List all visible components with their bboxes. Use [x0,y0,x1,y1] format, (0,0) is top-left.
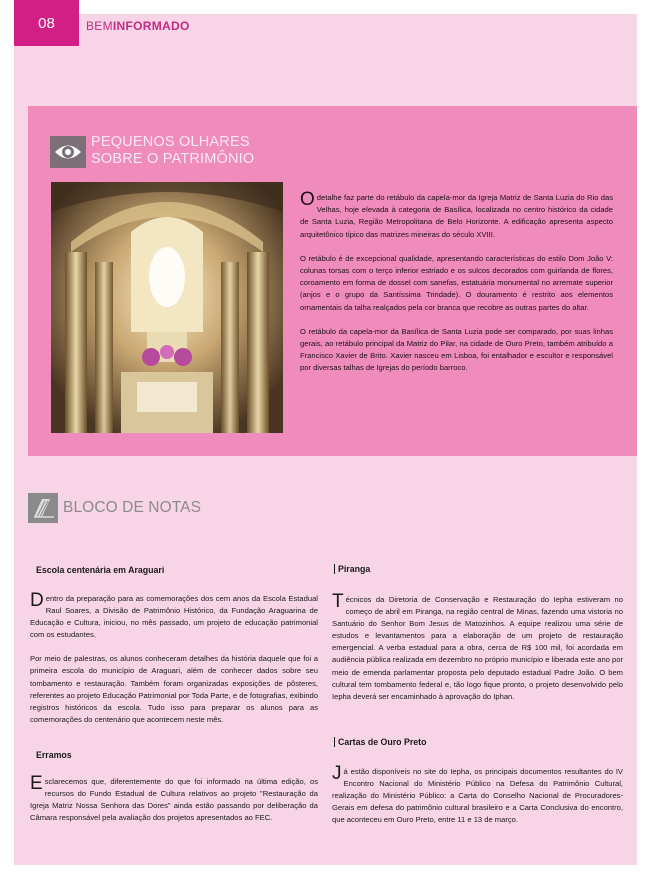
drop-cap: T [332,591,344,612]
araguari-p1-text: entro da preparação para as comemorações dos cem anos da Escola Estadual Raul Soares, a Divisão de Patrimônio Histórico, da Fundação Araguarina de Educação e Cultura, iniciou, no mês passado, um projeto de educação patrimonial com os estudantes. [30,594,318,640]
piranga-heading: Piranga [334,564,370,574]
eye-icon [50,136,86,168]
cartas-text [332,763,623,838]
erramos-paragraph-1 [30,773,318,824]
drop-cap: J [332,763,342,784]
drop-cap: O [300,189,315,210]
erramos-text [30,773,318,836]
masthead-part2: INFORMADO [112,19,190,33]
cartas-heading: Cartas de Ouro Preto [334,737,426,747]
araguari-paragraph-2: Por meio de palestras, os alunos conheceram detalhes da história daquele que foi a primeira escola do município de Araguari, além de conhecer dados sobre seu tombamento e restauração. Também foram organizadas exposições de pôsteres, referentes ao projeto Educação Patrimonial por Toda Parte, e de fotografias, exibindo registros históricos da escola. Tudo isso para preparar os alunos para as comemorações do centenário que acontecem neste mês. [30,654,318,724]
piranga-paragraph-1 [332,591,623,703]
cartas-paragraph-1 [332,763,623,826]
feature-paragraph-2: O retábulo é de excepcional qualidade, apresentando características do estilo Dom João V: colunas torsas com o terço inferior estriado e os sulcos decorados com guirlanda de flores, coroamento em forma de dossel com sanefas, estatuária monumental no arremate superior (anjos e o grupo da Santíssima Trindade). O douramento é restrito aos elementos ornamentais da talha realçados pela cor branca que recobre as outras partes do altar. [300,253,613,312]
feature-title [91,134,291,168]
cartas-p1-text: á estão disponíveis no site do Iepha, os principais documentos resultantes do IV Encontro Nacional do Ministério Público na Defesa do Patrimônio Cultural, realização do Ministério Público: a Carta do Conselho Nacional de Procuradores-Gerais em defesa do patrimônio cultural brasileiro e a Carta Conclusiva do encontro, que aconteceu em Ouro Preto, entre 11 e 13 de março. [332,767,623,825]
feature-paragraph-3: O retábulo da capela-mor da Basílica de Santa Luzia pode ser comparado, por suas linhas gerais, ao retábulo principal da Matriz do Pilar, na cidade de Ouro Preto, também atribuído a Francisco Xavier de Brito. Xavier nasceu em Lisboa, foi entalhador e escultor e responsável por diversas talhas de Igrejas do período barroco. [300,326,613,373]
page-number: 08 [14,0,79,46]
feature-title-line1: PEQUENOS OLHARES [91,134,250,150]
drop-cap: D [30,590,44,611]
drop-cap: E [30,773,43,794]
erramos-heading: Erramos [36,750,72,760]
feature-paragraph-1 [300,189,613,241]
feature-title-line2: SOBRE O PATRIMÔNIO [91,151,255,167]
piranga-p1-text: écnicos da Diretoria de Conservação e Restauração do Iepha estiveram no começo de abril em Piranga, na região central de Minas, fazendo uma vistoria no Santuário do Senhor Bom Jesus de Matozinhos. A equipe realizou uma série de estudos e levantamentos para a elaboração de um projeto de restauração emergencial. A verba estadual para a obra, cerca de R$ 100 mil, foi acordada em audiência pública realizada em dezembro no próprio município e liberada este ano por meio de emenda parlamentar proposta pelo deputado estadual Padre João. O bem cultural tem tombamento federal e, tão logo fique pronto, o projeto desenvolvido pelo Iepha deverá ser encaminhado à aprovação do Iphan. [332,595,623,701]
erramos-p1-text: sclarecemos que, diferentemente do que foi informado na última edição, os recursos do Fundo Estadual de Cultura relativos ao projeto "Restauração da Igreja Matriz Nossa Senhora das Dores" ainda estão passando por deliberação da Câmara responsável pela avaliação dos projetos apresentados ao FEC. [30,777,318,823]
masthead [86,19,190,33]
piranga-text [332,591,623,715]
araguari-text [30,590,318,738]
feature-text [300,189,613,387]
altar-photo [51,182,283,433]
feature-p1-text: detalhe faz parte do retábulo da capela-mor da Igreja Matriz de Santa Luzia do Rio das Velhas, hoje elevada à categoria de Basílica, localizada no centro histórico da cidade de Santa Luzia, Região Metropolitana de Belo Horizonte. A edificação apresenta aspecto arquitetônico típico das matrizes mineiras do século XVIII. [300,193,613,239]
masthead-part1: BEM [86,19,113,33]
notepad-icon [28,493,58,523]
araguari-heading: Escola centenária em Araguari [36,565,165,575]
notes-section-title: BLOCO DE NOTAS [63,499,202,516]
araguari-paragraph-1 [30,590,318,641]
